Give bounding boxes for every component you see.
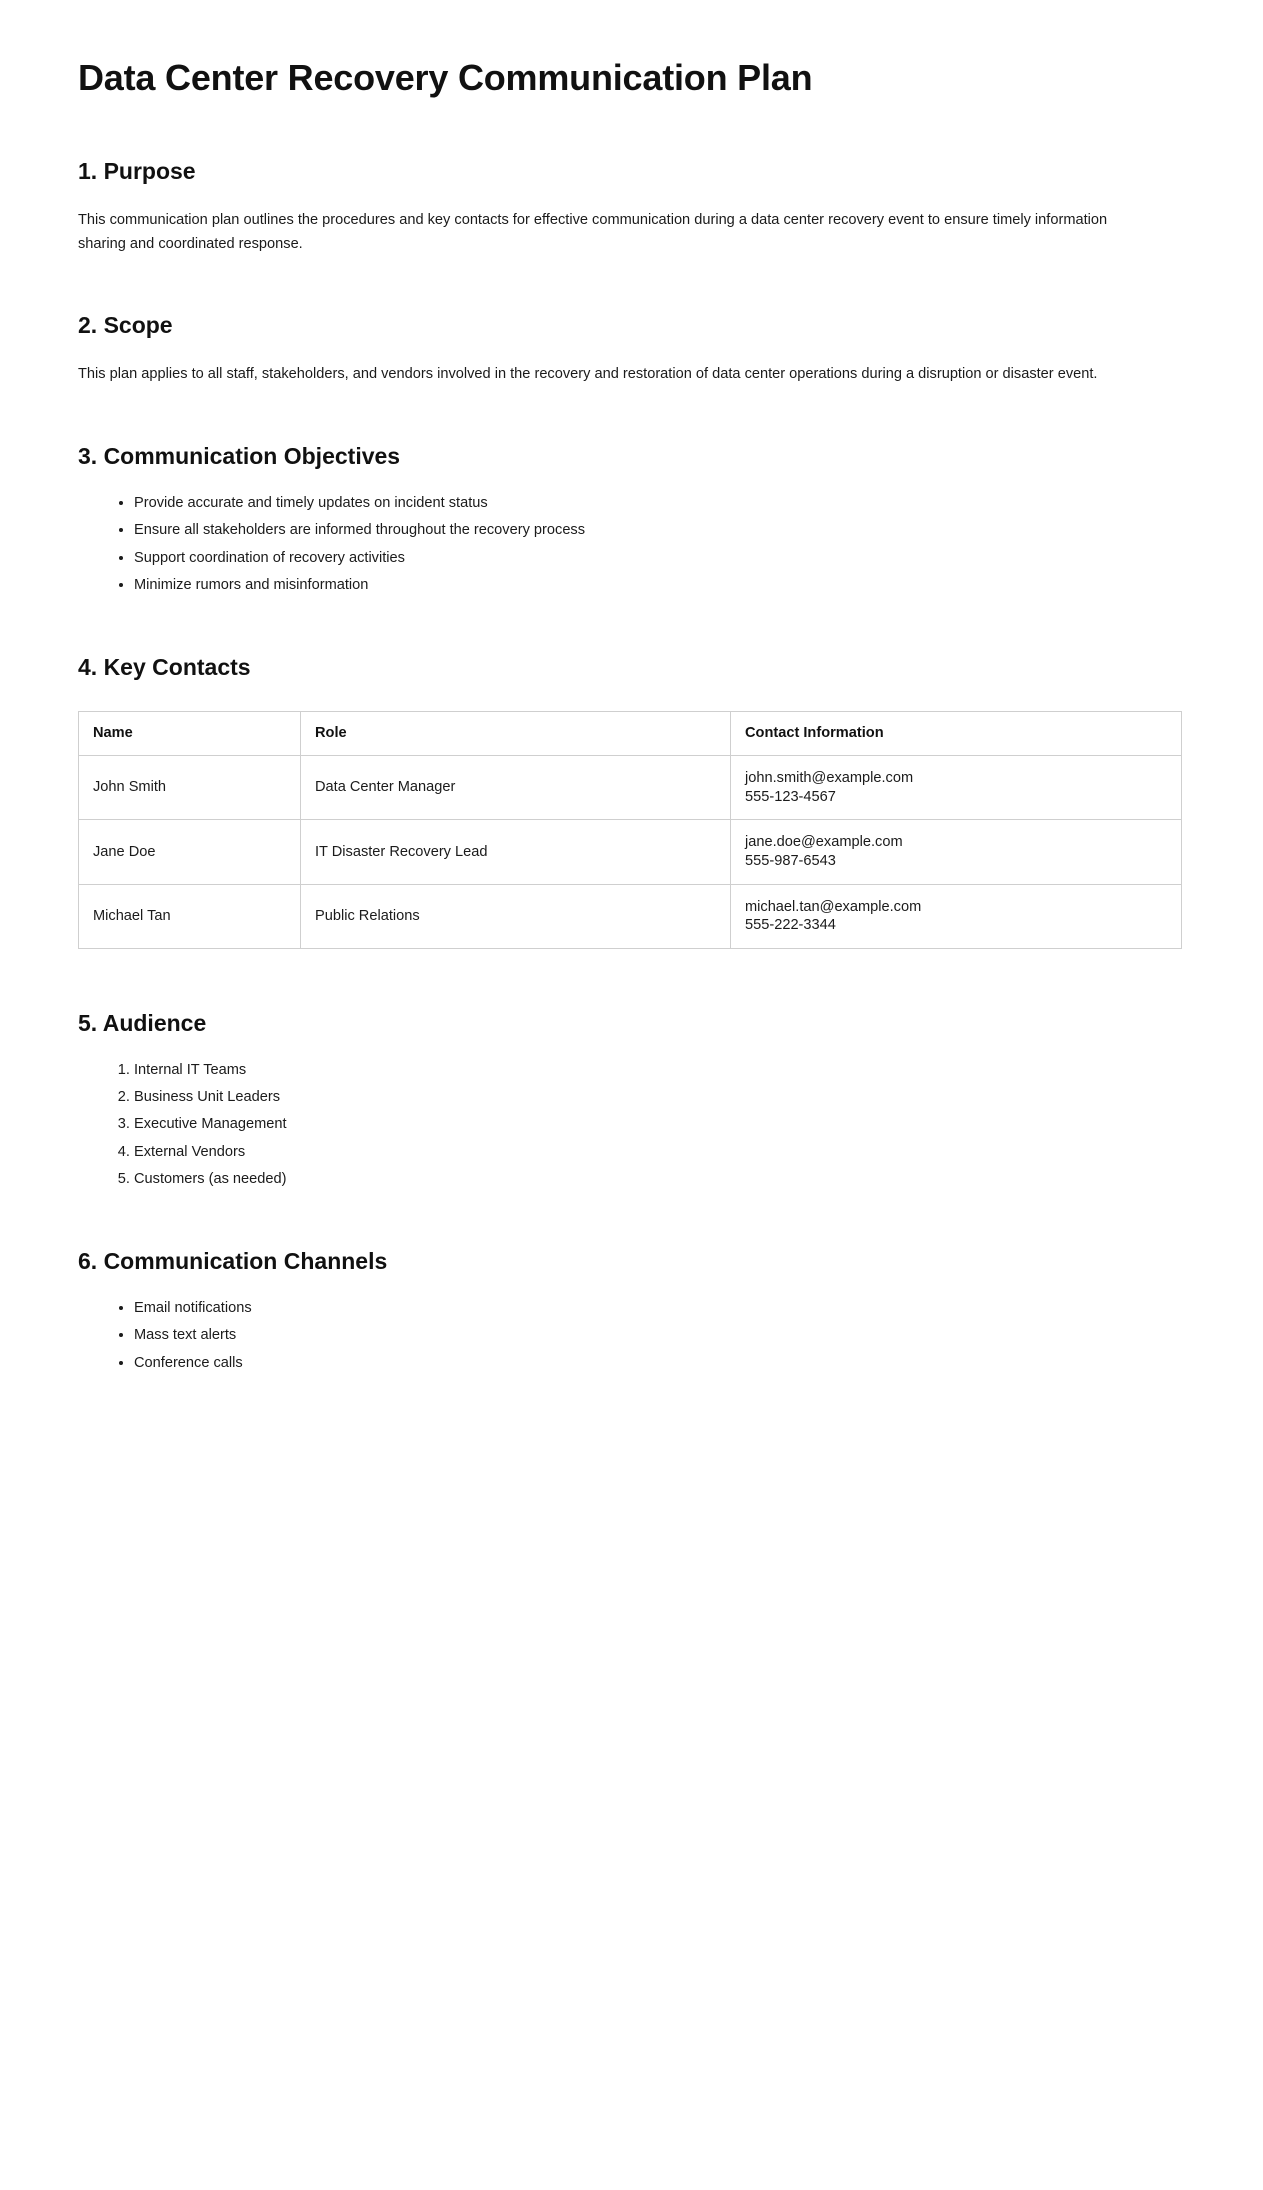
table-row <box>79 756 1182 820</box>
list-item: • Ensure all stakeholders are informed throughout the recovery process <box>134 521 1185 540</box>
contact-email: michael.tan@example.com <box>745 898 922 915</box>
section-heading-objectives: 3. Communication Objectives <box>78 443 401 470</box>
table-row <box>79 884 1182 948</box>
section-audience <box>78 1009 1185 1189</box>
column-header-contact-information: Contact Information <box>731 712 1182 756</box>
cell-role: Public Relations <box>301 884 731 948</box>
cell-role: IT Disaster Recovery Lead <box>301 820 731 884</box>
section-heading-key-contacts: 4. Key Contacts <box>78 654 251 681</box>
cell-name: Jane Doe <box>79 820 301 884</box>
page-title: Data Center Recovery Communication Plan <box>78 57 813 98</box>
section-heading-scope: 2. Scope <box>78 311 173 338</box>
contact-phone: 555-987-6543 <box>745 853 836 870</box>
contact-email: jane.doe@example.com <box>745 834 903 851</box>
list-item: 2. Business Unit Leaders <box>134 1088 1185 1107</box>
list-item: • Email notifications <box>134 1299 1185 1318</box>
contact-email: john.smith@example.com <box>745 770 914 787</box>
purpose-paragraph: This communication plan outlines the procedures and key contacts for effective communication during a data center recovery event to ensure timely information sharing and coordinated response. <box>78 212 1108 252</box>
table-header-row <box>79 712 1182 756</box>
list-item: • Support coordination of recovery activities <box>134 549 1185 568</box>
list-item: 5. Customers (as needed) <box>134 1170 1185 1189</box>
list-item: 4. External Vendors <box>134 1143 1185 1162</box>
cell-name: John Smith <box>79 756 301 820</box>
section-communication-channels <box>78 1247 1185 1373</box>
cell-name: Michael Tan <box>79 884 301 948</box>
cell-contact-information <box>731 884 1182 948</box>
section-heading-channels: 6. Communication Channels <box>78 1248 388 1275</box>
list-item: • Mass text alerts <box>134 1326 1185 1345</box>
column-header-role: Role <box>301 712 731 756</box>
section-communication-objectives <box>78 442 1185 595</box>
cell-contact-information <box>731 820 1182 884</box>
audience-list <box>78 1061 1185 1189</box>
list-item: • Conference calls <box>134 1354 1185 1373</box>
cell-contact-information <box>731 756 1182 820</box>
list-item: • Minimize rumors and misinformation <box>134 576 1185 595</box>
scope-paragraph: This plan applies to all staff, stakeholders, and vendors involved in the recovery and restoration of data center operations during a disruption or disaster event. <box>78 365 1098 382</box>
objectives-list <box>78 494 1185 595</box>
cell-role: Data Center Manager <box>301 756 731 820</box>
key-contacts-table <box>78 711 1182 949</box>
table-row <box>79 820 1182 884</box>
section-heading-audience: 5. Audience <box>78 1010 207 1037</box>
section-purpose <box>78 157 1185 256</box>
list-item: • Provide accurate and timely updates on incident status <box>134 494 1185 513</box>
channels-list <box>78 1299 1185 1373</box>
contact-phone: 555-123-4567 <box>745 788 836 805</box>
contact-phone: 555-222-3344 <box>745 917 836 934</box>
column-header-name: Name <box>79 712 301 756</box>
section-heading-purpose: 1. Purpose <box>78 158 196 185</box>
list-item: 3. Executive Management <box>134 1115 1185 1134</box>
list-item: 1. Internal IT Teams <box>134 1061 1185 1080</box>
section-key-contacts <box>78 653 1185 949</box>
section-scope <box>78 311 1185 387</box>
